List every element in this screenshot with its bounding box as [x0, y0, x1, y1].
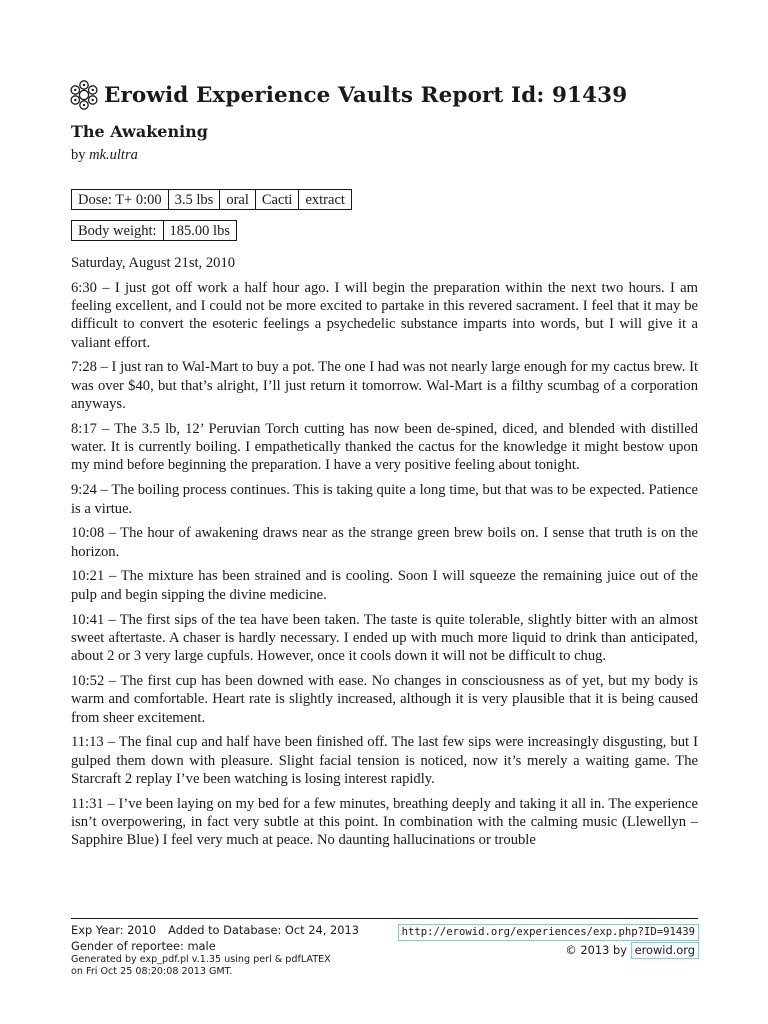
- body-weight-label: Body weight:: [72, 221, 164, 241]
- report-paragraph: 8:17 – The 3.5 lb, 12’ Peruvian Torch cutting has now been de-spined, diced, and blended with distilled water. It is currently boiling. I empathetically thanked the cactus for the knowledge it might bestow upon my mind before beginning the preparation. I have a very positive feeling about tonight.: [71, 420, 698, 474]
- erowid-logo-icon: [68, 79, 100, 111]
- report-url-link[interactable]: http://erowid.org/experiences/exp.php?ID=91439: [398, 924, 699, 941]
- page-title: Erowid Experience Vaults Report Id: 91439: [104, 82, 628, 108]
- byline-prefix: by: [71, 147, 86, 163]
- report-paragraph: 11:13 – The final cup and half have been finished off. The last few sips were increasingly disgusting, but I gulped them down with pleasure. Slight facial tension is noticed, now it’s merely a waiting game. The Starcraft 2 replay I’ve been watching is losing interest rapidly.: [71, 734, 698, 787]
- report-paragraph: 10:41 – The first sips of the tea have been taken. The taste is quite tolerable, slightly bitter with an almost sweet aftertaste. A chaser is hardly necessary. I ended up with much more liquid to drink than anticipated, about 2 or 3 very large cupfuls. However, once it cools down it will not be difficult to chug.: [71, 611, 698, 665]
- body-weight-row: [72, 221, 237, 241]
- report-paragraph: 10:52 – The first cup has been downed with ease. No changes in consciousness as of yet, but my body is warm and comfortable. Heart rate is slightly increased, although it is very plausible that it is being caused from sheer excitement.: [71, 672, 698, 726]
- copyright-text: © 2013 by: [565, 943, 627, 957]
- footer-links: [398, 922, 699, 960]
- byline: [71, 147, 138, 164]
- generated-date: on Fri Oct 25 08:20:08 2013 GMT.: [71, 966, 233, 977]
- exp-year: Exp Year: 2010: [71, 923, 157, 937]
- dose-table: [71, 189, 352, 210]
- page-header: [68, 78, 708, 112]
- dose-label: Dose: T+ 0:00: [72, 190, 169, 210]
- generator-note: Generated by exp_pdf.pl v.1.35 using perl & pdfLATEX: [71, 954, 331, 965]
- report-paragraph: 7:28 – I just ran to Wal-Mart to buy a pot. The one I had was not nearly large enough for my cactus brew. It was over $40, but that’s alright, I’ll just return it tomorrow. Wal-Mart is a filthy scumbag of a corporation anyways.: [71, 359, 698, 413]
- report-paragraph: 9:24 – The boiling process continues. This is taking quite a long time, but that was to be expected. Patience is a virtue.: [71, 482, 698, 517]
- added-date: Added to Database: Oct 24, 2013: [168, 923, 359, 937]
- footer-dates: [71, 922, 359, 938]
- erowid-site-link[interactable]: erowid.org: [631, 942, 699, 959]
- report-paragraph: 10:21 – The mixture has been strained and is cooling. Soon I will squeeze the remaining juice out of the pulp and begin sipping the divine medicine.: [71, 568, 698, 603]
- report-date: Saturday, August 21st, 2010: [71, 255, 236, 271]
- report-body: [71, 254, 698, 856]
- report-paragraph: 10:08 – The hour of awakening draws near as the strange green brew boils on. I sense that truth is on the horizon.: [71, 525, 698, 560]
- author-name: mk.ultra: [89, 147, 138, 163]
- dose-amount: 3.5 lbs: [168, 190, 220, 210]
- dose-form: extract: [299, 190, 351, 210]
- report-paragraph: 11:31 – I’ve been laying on my bed for a few minutes, breathing deeply and taking it all in. The experience isn’t overpowering, in fact very subtle at this point. In combination with the calming music (Llewellyn – Sapphire Blue) I feel very much at peace. No daunting hallucinations or trouble: [71, 795, 698, 849]
- reportee-gender: Gender of reportee: male: [71, 939, 216, 953]
- body-weight-table: [71, 220, 237, 241]
- dose-row: [72, 190, 352, 210]
- footer-info: [71, 922, 359, 978]
- body-weight-value: 185.00 lbs: [163, 221, 236, 241]
- footer-divider: [71, 918, 698, 919]
- report-title: The Awakening: [71, 122, 208, 141]
- report-paragraph: 6:30 – I just got off work a half hour ago. I will begin the preparation within the next two hours. I am feeling excellent, and I could not be more excited to partake in this revered sacrament. I feel that it may be difficult to convert the esoteric feelings a psychedelic substance imparts into words, but I will give it a valiant effort.: [71, 279, 698, 351]
- dose-route: oral: [220, 190, 256, 210]
- dose-substance: Cacti: [255, 190, 299, 210]
